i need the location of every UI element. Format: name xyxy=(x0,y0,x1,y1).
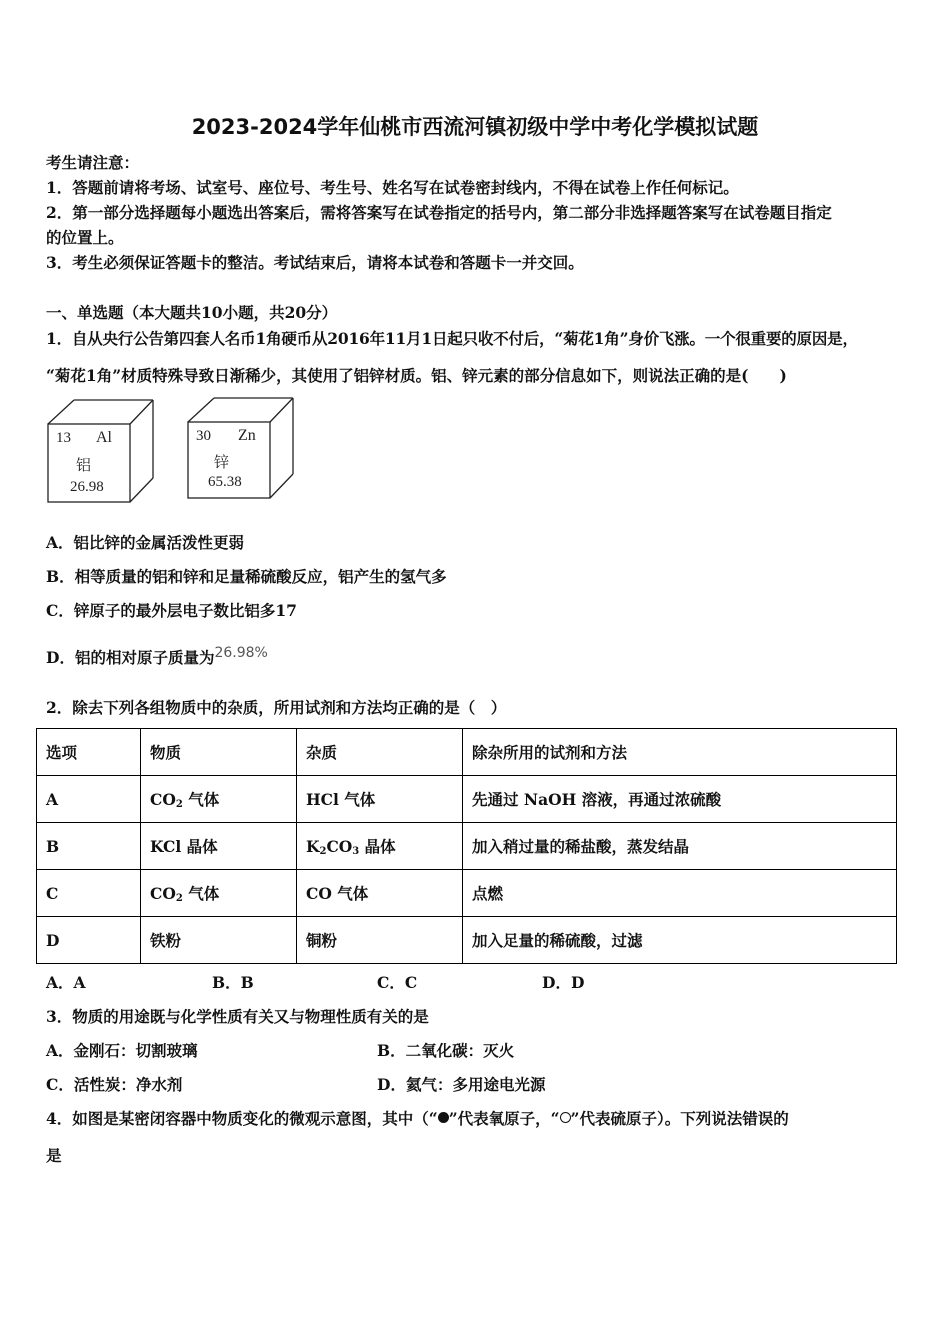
notice-item-2: 2．第一部分选择题每小题选出答案后，需将答案写在试卷指定的括号内，第二部分非选择题答案写在试卷题目指定 xyxy=(46,203,832,222)
q2-answer-a: A．A xyxy=(46,973,86,992)
formula: CO xyxy=(150,790,176,809)
element-name: 锌 xyxy=(214,455,230,471)
q1-option-c: C．锌原子的最外层电子数比铝多17 xyxy=(46,601,297,620)
q1-option-d xyxy=(46,646,268,668)
q2-options-table xyxy=(36,728,897,964)
q1-option-d-text: D．铝的相对原子质量为 xyxy=(46,648,215,667)
element-card-aluminum xyxy=(46,398,156,504)
q3-option-b: B．二氧化碳：灭火 xyxy=(377,1041,515,1060)
row-method: 加入足量的稀硫酸，过滤 xyxy=(463,917,897,964)
row-option: D xyxy=(37,917,141,964)
row-substance xyxy=(141,870,297,917)
row-method: 点燃 xyxy=(463,870,897,917)
subscript: 2 xyxy=(175,893,183,904)
q1-option-a: A．铝比锌的金属活泼性更弱 xyxy=(46,533,245,552)
q2-answer-d: D．D xyxy=(542,973,585,992)
table-row xyxy=(37,823,897,870)
atomic-mass: 26.98 xyxy=(70,479,104,495)
q4-stem-line1 xyxy=(46,1107,789,1129)
q1-option-b: B．相等质量的铝和锌和足量稀硫酸反应，铝产生的氢气多 xyxy=(46,567,447,586)
notice-item-1: 1．答题前请将考场、试室号、座位号、考生号、姓名写在试卷密封线内，不得在试卷上作任何标记。 xyxy=(46,178,739,197)
row-substance xyxy=(141,776,297,823)
header-method: 除杂所用的试剂和方法 xyxy=(463,729,897,776)
q2-answer-b: B．B xyxy=(212,973,254,992)
q2-stem: 2．除去下列各组物质中的杂质，所用试剂和方法均正确的是（ ） xyxy=(46,698,507,717)
q3-option-c: C．活性炭：净水剂 xyxy=(46,1075,183,1094)
atomic-number: 13 xyxy=(56,430,71,446)
row-impurity: 铜粉 xyxy=(297,917,463,964)
formula: CO xyxy=(326,837,353,856)
oxygen-atom-icon xyxy=(438,1112,449,1123)
state: 气体 xyxy=(182,790,220,809)
table-row xyxy=(37,870,897,917)
subscript: 2 xyxy=(175,799,183,810)
row-substance: 铁粉 xyxy=(141,917,297,964)
row-impurity: CO 气体 xyxy=(297,870,463,917)
q2-answer-c: C．C xyxy=(377,973,418,992)
header-option: 选项 xyxy=(37,729,141,776)
header-substance: 物质 xyxy=(141,729,297,776)
q4-text-2: ”代表氧原子，“ xyxy=(448,1109,560,1128)
row-option: A xyxy=(37,776,141,823)
sulfur-atom-icon xyxy=(560,1112,571,1123)
row-method: 先通过 NaOH 溶液，再通过浓硫酸 xyxy=(463,776,897,823)
row-impurity: HCl 气体 xyxy=(297,776,463,823)
subscript: 2 xyxy=(319,846,327,857)
state: 晶体 xyxy=(359,837,396,856)
notice-item-2-cont: 的位置上。 xyxy=(46,228,124,247)
state: 气体 xyxy=(182,884,220,903)
q1-stem-line1: 1．自从央行公告第四套人名币1角硬币从2016年11月1日起只收不付后，“菊花1角”身价飞涨。一个很重要的原因是， xyxy=(46,329,858,348)
q4-text-3: ”代表硫原子）。下列说法错误的 xyxy=(570,1109,789,1128)
table-row xyxy=(37,917,897,964)
row-impurity xyxy=(297,823,463,870)
q3-option-d: D．氦气：多用途电光源 xyxy=(377,1075,546,1094)
q4-text-1: 4．如图是某密闭容器中物质变化的微观示意图，其中（“ xyxy=(46,1109,438,1128)
element-name: 铝 xyxy=(76,458,92,474)
q4-stem-line2: 是 xyxy=(46,1146,62,1165)
element-card-zinc xyxy=(186,396,296,502)
q3-stem: 3．物质的用途既与化学性质有关又与物理性质有关的是 xyxy=(46,1007,429,1026)
notice-heading: 考生请注意： xyxy=(46,153,140,172)
atomic-number: 30 xyxy=(196,428,211,444)
q1-option-d-value: 26.98% xyxy=(214,645,268,661)
subscript: 3 xyxy=(352,846,360,857)
formula: K xyxy=(306,837,320,856)
formula: CO xyxy=(150,884,176,903)
atomic-mass: 65.38 xyxy=(208,474,242,490)
row-option: B xyxy=(37,823,141,870)
row-option: C xyxy=(37,870,141,917)
table-row xyxy=(37,776,897,823)
page-title: 2023-2024学年仙桃市西流河镇初级中学中考化学模拟试题 xyxy=(191,115,759,139)
row-substance: KCl 晶体 xyxy=(141,823,297,870)
notice-item-3: 3．考生必须保证答题卡的整洁。考试结束后，请将本试卷和答题卡一并交回。 xyxy=(46,253,584,272)
section-heading: 一、单选题（本大题共10小题，共20分） xyxy=(46,303,338,322)
q3-option-a: A．金刚石：切割玻璃 xyxy=(46,1041,198,1060)
element-symbol: Zn xyxy=(238,427,256,444)
row-method: 加入稍过量的稀盐酸，蒸发结晶 xyxy=(463,823,897,870)
element-symbol: Al xyxy=(96,429,112,446)
q1-stem-line2: “菊花1角”材质特殊导致日渐稀少，其使用了铝锌材质。铝、锌元素的部分信息如下，则说法正确的是( ) xyxy=(46,366,787,385)
table-header-row xyxy=(37,729,897,776)
header-impurity: 杂质 xyxy=(297,729,463,776)
